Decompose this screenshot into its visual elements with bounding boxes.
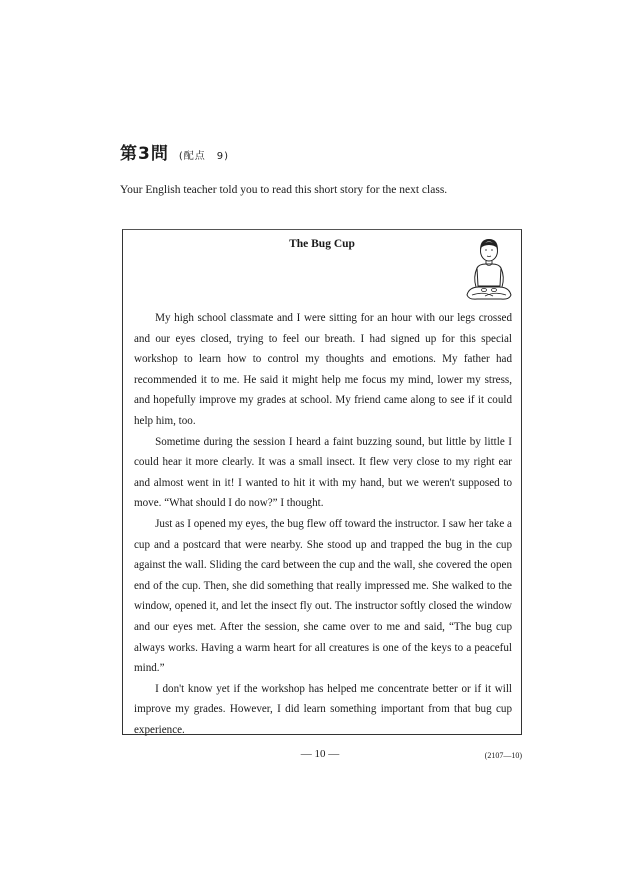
section-points: (配点 9) [178, 151, 230, 162]
story-box [122, 229, 522, 735]
section-header [120, 139, 229, 164]
story-paragraph: Sometime during the session I heard a faint buzzing sound, but little by little I could hear it more clearly. It was a small insect. It flew very close to my right ear and almost went in it! I wanted to hit it with my hand, but we weren't supposed to move. “What should I do now?” I thought. [134, 435, 512, 510]
story-title: The Bug Cup [289, 238, 355, 250]
story-paragraph: I don't know yet if the workshop has helped me concentrate better or if it will improve my grades. However, I did learn something important from that bug cup experience. [134, 682, 512, 736]
intro-text: Your English teacher told you to read this short story for the next class. [120, 184, 448, 196]
story-paragraph: My high school classmate and I were sitting for an hour with our legs crossed and our eyes closed, trying to feel our breath. I had signed up for this special workshop to learn how to control my thoughts and emotions. My father had recommended it to me. He said it might help me focus my mind, lower my stress, and hopefully improve my grades at school. My friend came along to see if it could help him, too. [134, 312, 512, 427]
page-number: — 10 — [300, 748, 340, 760]
story-text [134, 308, 512, 740]
meditating-person-icon [463, 237, 515, 305]
section-title: 第3問 [120, 144, 169, 164]
story-paragraph: Just as I opened my eyes, the bug flew off toward the instructor. I saw her take a cup and a postcard that were nearby. She stood up and trapped the bug in the cup against the wall. Sliding the card between the cup and the wall, she covered the open end of the cup. Then, she did something that really impressed me. She walked to the window, opened it, and let the insect fly out. The instructor softly closed the window and our eyes met. After the session, she came over to me and said, “The bug cup always works. Having a warm heart for all creatures is one of the keys to a peaceful mind.” [134, 517, 512, 675]
page-code: (2107—10) [484, 751, 522, 760]
